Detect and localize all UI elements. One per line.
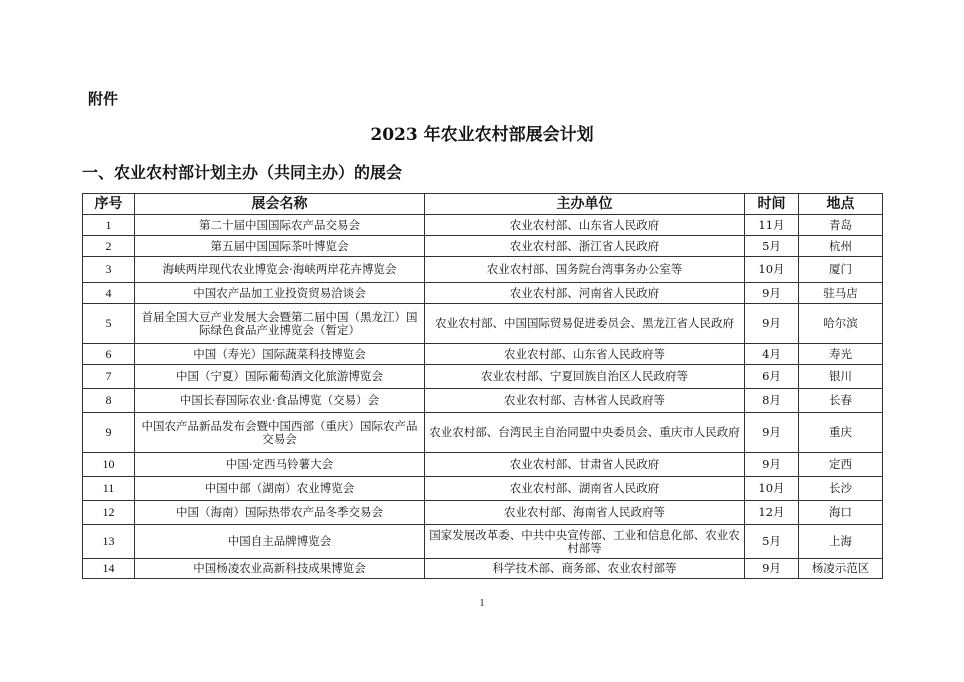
table-row — [83, 453, 883, 477]
table-row — [83, 477, 883, 501]
row-number: 11 — [83, 477, 135, 501]
exhibition-location: 青岛 — [799, 215, 883, 236]
organizer: 农业农村部、甘肃省人民政府 — [425, 453, 745, 477]
exhibition-name: 中国（海南）国际热带农产品冬季交易会 — [135, 501, 425, 525]
exhibition-time: 10月 — [745, 477, 799, 501]
exhibition-name: 第五届中国国际茶叶博览会 — [135, 236, 425, 257]
header-place: 地点 — [799, 194, 883, 215]
document-title: 2023 年农业农村部展会计划 — [370, 125, 594, 145]
exhibition-location: 海口 — [799, 501, 883, 525]
table-row — [83, 257, 883, 283]
row-number: 7 — [83, 365, 135, 389]
table-body — [83, 215, 883, 579]
exhibition-location: 哈尔滨 — [799, 304, 883, 344]
exhibition-location: 驻马店 — [799, 283, 883, 304]
organizer: 农业农村部、河南省人民政府 — [425, 283, 745, 304]
exhibition-name: 中国农产品新品发布会暨中国西部（重庆）国际农产品交易会 — [135, 413, 425, 453]
exhibition-location: 杨凌示范区 — [799, 559, 883, 579]
exhibition-location: 长春 — [799, 389, 883, 413]
organizer: 农业农村部、宁夏回族自治区人民政府等 — [425, 365, 745, 389]
organizer: 农业农村部、中国国际贸易促进委员会、黑龙江省人民政府 — [425, 304, 745, 344]
row-number: 14 — [83, 559, 135, 579]
organizer: 科学技术部、商务部、农业农村部等 — [425, 559, 745, 579]
exhibition-location: 杭州 — [799, 236, 883, 257]
table-row — [83, 501, 883, 525]
exhibition-time: 5月 — [745, 236, 799, 257]
table-header-row — [83, 194, 883, 215]
exhibition-time: 9月 — [745, 453, 799, 477]
exhibition-time: 6月 — [745, 365, 799, 389]
exhibition-location: 银川 — [799, 365, 883, 389]
organizer: 农业农村部、浙江省人民政府 — [425, 236, 745, 257]
table-row — [83, 559, 883, 579]
exhibition-time: 10月 — [745, 257, 799, 283]
organizer: 农业农村部、山东省人民政府等 — [425, 344, 745, 365]
header-no: 序号 — [83, 194, 135, 215]
row-number: 6 — [83, 344, 135, 365]
exhibition-name: 中国（宁夏）国际葡萄酒文化旅游博览会 — [135, 365, 425, 389]
exhibition-time: 4月 — [745, 344, 799, 365]
exhibition-time: 9月 — [745, 304, 799, 344]
exhibition-name: 中国自主品牌博览会 — [135, 525, 425, 559]
exhibition-name: 中国长春国际农业·食品博览（交易）会 — [135, 389, 425, 413]
exhibition-time: 9月 — [745, 283, 799, 304]
exhibition-location: 长沙 — [799, 477, 883, 501]
exhibition-name: 中国·定西马铃薯大会 — [135, 453, 425, 477]
table-row — [83, 215, 883, 236]
page-number: 1 — [479, 598, 485, 609]
header-host: 主办单位 — [425, 194, 745, 215]
exhibition-name: 海峡两岸现代农业博览会·海峡两岸花卉博览会 — [135, 257, 425, 283]
exhibition-name: 首届全国大豆产业发展大会暨第二届中国（黑龙江）国际绿色食品产业博览会（暂定） — [135, 304, 425, 344]
header-name: 展会名称 — [135, 194, 425, 215]
exhibition-time: 8月 — [745, 389, 799, 413]
row-number: 3 — [83, 257, 135, 283]
exhibition-location: 上海 — [799, 525, 883, 559]
header-time: 时间 — [745, 194, 799, 215]
exhibition-time: 12月 — [745, 501, 799, 525]
table-row — [83, 304, 883, 344]
table-row — [83, 389, 883, 413]
row-number: 1 — [83, 215, 135, 236]
exhibition-name: 第二十届中国国际农产品交易会 — [135, 215, 425, 236]
table-row — [83, 413, 883, 453]
row-number: 2 — [83, 236, 135, 257]
row-number: 13 — [83, 525, 135, 559]
table-row — [83, 365, 883, 389]
row-number: 12 — [83, 501, 135, 525]
table-row — [83, 283, 883, 304]
exhibition-name: 中国（寿光）国际蔬菜科技博览会 — [135, 344, 425, 365]
section-heading: 一、农业农村部计划主办（共同主办）的展会 — [82, 163, 403, 182]
organizer: 国家发展改革委、中共中央宣传部、工业和信息化部、农业农村部等 — [425, 525, 745, 559]
exhibition-location: 寿光 — [799, 344, 883, 365]
row-number: 4 — [83, 283, 135, 304]
row-number: 10 — [83, 453, 135, 477]
organizer: 农业农村部、湖南省人民政府 — [425, 477, 745, 501]
exhibition-name: 中国杨凌农业高新科技成果博览会 — [135, 559, 425, 579]
exhibition-time: 9月 — [745, 413, 799, 453]
exhibition-location: 厦门 — [799, 257, 883, 283]
row-number: 5 — [83, 304, 135, 344]
exhibition-time: 11月 — [745, 215, 799, 236]
organizer: 农业农村部、海南省人民政府等 — [425, 501, 745, 525]
organizer: 农业农村部、国务院台湾事务办公室等 — [425, 257, 745, 283]
exhibition-time: 5月 — [745, 525, 799, 559]
exhibition-name: 中国中部（湖南）农业博览会 — [135, 477, 425, 501]
table-row — [83, 344, 883, 365]
exhibition-time: 9月 — [745, 559, 799, 579]
exhibition-location: 定西 — [799, 453, 883, 477]
table-row — [83, 525, 883, 559]
exhibition-table — [82, 193, 883, 579]
organizer: 农业农村部、吉林省人民政府等 — [425, 389, 745, 413]
row-number: 8 — [83, 389, 135, 413]
table-row — [83, 236, 883, 257]
organizer: 农业农村部、台湾民主自治同盟中央委员会、重庆市人民政府 — [425, 413, 745, 453]
row-number: 9 — [83, 413, 135, 453]
organizer: 农业农村部、山东省人民政府 — [425, 215, 745, 236]
exhibition-location: 重庆 — [799, 413, 883, 453]
attachment-label: 附件 — [88, 90, 119, 108]
exhibition-name: 中国农产品加工业投资贸易洽谈会 — [135, 283, 425, 304]
